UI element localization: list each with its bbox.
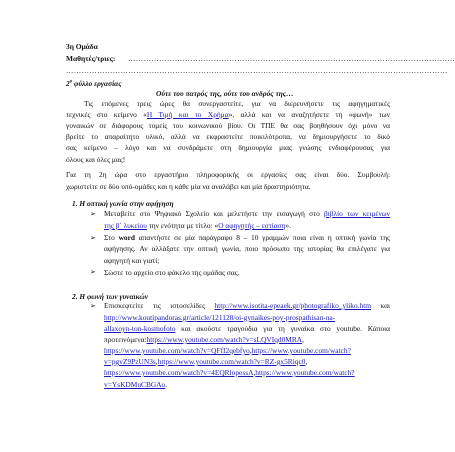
students-dots: ……………………………………………………………………………………………………………… xyxy=(128,54,455,63)
section-2-line-1: Επισκεφτείτε τις ιστοσελίδες http://www.isotita-epeaek.gr/photografiko_yliko.htm και xyxy=(104,301,390,310)
arrow-bullet-icon: ➢ xyxy=(90,234,96,242)
koutipandoras-link[interactable]: http://www.koutipandoras.gr/article/121128/oi-gynaikes-poy-prospathisan-na- xyxy=(104,313,336,322)
section-2-line-2 xyxy=(104,313,335,322)
intro-text-link[interactable]: Η Τιμή και το Χρήμα xyxy=(146,110,229,119)
section-1-bullet-2-line-3: αφηγητή και γιατί; xyxy=(104,256,160,265)
section-2-line-6: v=pgvZ9PzUN3s,https://www.youtube.com/watch?v=RZ-gx5Riqc0, xyxy=(104,357,308,366)
section-2-line-8: v=YsKDMuCBGAo. xyxy=(104,380,168,389)
koutipandoras-link-2[interactable]: allaxoyn-ton-kosmofoto xyxy=(104,324,176,333)
youtube-link-3[interactable]: https://www.youtube.com/watch? xyxy=(251,346,351,355)
arrow-bullet-icon: ➢ xyxy=(90,268,96,276)
intro-line-6: όλους και όλες μας! xyxy=(66,155,126,164)
youtube-link-2[interactable]: https://www.youtube.com/watch?v=QFfI2qebfyo xyxy=(104,346,250,355)
intro-line-1: Τις επόμενες τρεις ώρες θα συνεργαστείτε, για να διερευνήσετε τις αφηγηματικές xyxy=(84,99,390,108)
textbook-link-2[interactable]: της β΄ λυκείου xyxy=(104,221,147,230)
sheet-title: $2^o$ φύλλο εργασίας xyxy=(66,79,122,89)
section-2-heading: 2. Η φωνή των γυναικών xyxy=(72,292,149,301)
sheet-subtitle: Ούτε του πατρός της, ούτε του ανδρός της… xyxy=(156,89,294,98)
youtube-link-1[interactable]: https://www.youtube.com/watch?v=sLQVIqd0MRA xyxy=(146,335,303,344)
intro-line-4: βρείτε το απαραίτητο υλικό, αλλά να εκφραστείτε ποικιλότροπα, να δημιουργήσετε το δικό xyxy=(66,132,390,141)
intro-line-5: σας κείμενο – λόγο και να συνδράμετε στη δημιουργία μιας γνώσης ενδιαφέρουσας για xyxy=(66,143,390,152)
narrator-link[interactable]: Ο αφηγητής – εστίαση xyxy=(218,221,286,230)
isotita-link[interactable]: http://www.isotita-epeaek.gr/photografiko_yliko.htm xyxy=(214,301,372,310)
lab-line-1: Για τη 2η ώρα στο εργαστήριο πληροφορικής οι εργασίες σας είναι δύο. Συμβουλή: xyxy=(66,170,390,179)
youtube-link-4[interactable]: https://www.youtube.com/watch?v=RZ-gx5Riqc0 xyxy=(157,357,306,366)
intro-line-3: γυναικών σε διάφορους τομείς του κοινωνικού βίου. Οι ΤΠΕ θα σας βοηθήσουν όχι μόνο να xyxy=(66,121,390,130)
youtube-link-5[interactable]: https://www.youtube.com/watch?v=4EQRlopessA xyxy=(104,368,254,377)
students-label: Μαθητές/τριες: xyxy=(66,54,116,63)
section-2-line-4: προτεινόμενα:https://www.youtube.com/watch?v=sLQVIqd0MRA, xyxy=(104,335,304,344)
section-1-bullet-2-line-1: Στο word απαντήστε σε μία παράγραφο 8 – 10 γραμμών ποια είναι η οπτική γωνία της xyxy=(104,233,390,242)
intro-line-2: τεχνικές στο κείμενο «Η Τιμή και το Χρήμα», αλλά και να αναζητήσετε τη «φωνή» των xyxy=(66,110,390,119)
section-1-bullet-3: Σώστε το αρχείο στο φάκελο της ομάδας σας. xyxy=(104,268,240,277)
students-dots-2: ………………………………………………………………………………………………………………………………… xyxy=(66,66,448,75)
section-2-line-5: https://www.youtube.com/watch?v=QFfI2qebfyo,https://www.youtube.com/watch? xyxy=(104,346,351,355)
youtube-link-6-cont[interactable]: v=YsKDMuCBGAo xyxy=(104,380,166,389)
section-2-line-3: allaxoyn-ton-kosmofoto και ακούστε τραγούδια για τη γυναίκα στο youtube. Κάποια xyxy=(104,324,390,333)
section-2-line-7: https://www.youtube.com/watch?v=4EQRlopessA,https://www.youtube.com/watch? xyxy=(104,368,355,377)
arrow-bullet-icon: ➢ xyxy=(90,210,96,218)
section-1-heading: 1. Η οπτική γωνία στην αφήγηση xyxy=(72,199,174,208)
youtube-link-3-cont[interactable]: v=pgvZ9PzUN3s xyxy=(104,357,156,366)
textbook-link[interactable]: βιβλίο των κειμένων xyxy=(324,209,390,218)
lab-line-2: χωριστείτε σε δύο υπό-ομάδες και η κάθε μία να αναλάβει και μία δραστηριότητα. xyxy=(66,182,311,191)
youtube-link-6[interactable]: https://www.youtube.com/watch? xyxy=(255,368,355,377)
section-1-bullet-1-line-1: Μεταβείτε στο Ψηφιακό Σχολείο και μελετήστε την εισαγωγή στο βιβλίο των κειμένων xyxy=(104,209,390,218)
section-1-bullet-1-line-2: της β΄ λυκείου την ενότητα με τίτλο: «Ο αφηγητής – εστίαση». xyxy=(104,221,292,230)
section-1-bullet-2-line-2: αφήγησης. Αν αλλάξατε την οπτική γωνία, ποιο πρόσωπο της ιστορίας θα επιλέγατε για xyxy=(104,244,390,253)
group-label: 3η Ομάδα xyxy=(66,42,98,51)
arrow-bullet-icon: ➢ xyxy=(90,302,96,310)
